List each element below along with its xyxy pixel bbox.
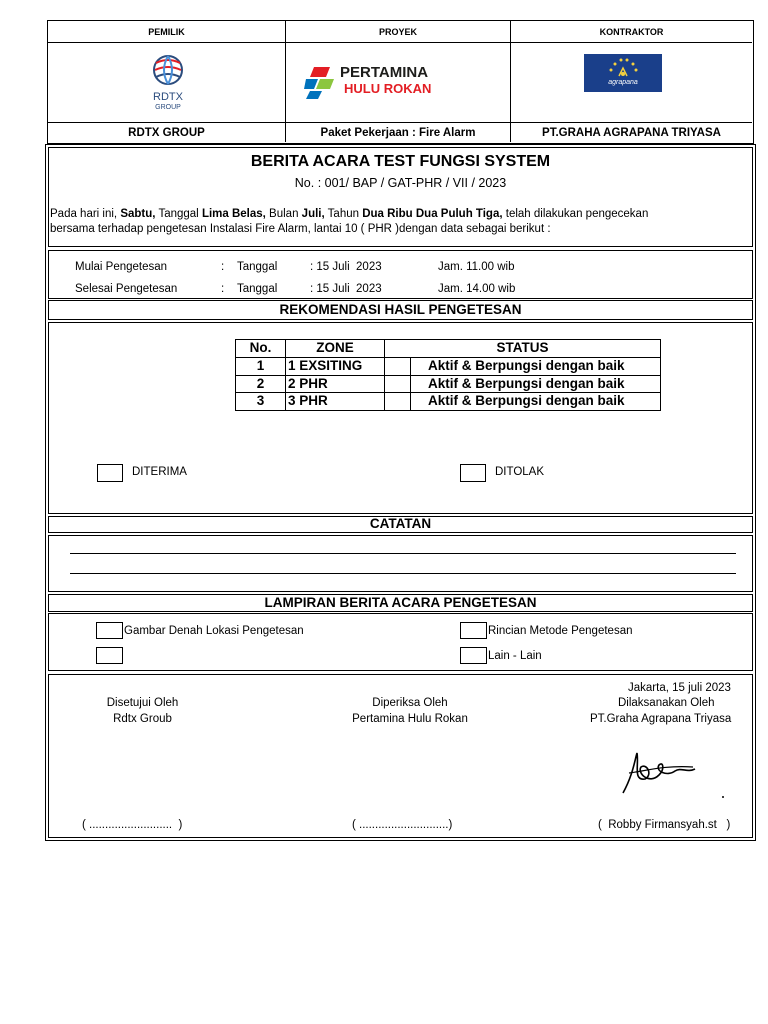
row-zone: 2 PHR (288, 376, 328, 391)
attachment-checkbox-2[interactable] (460, 622, 487, 639)
rdtx-globe-icon (148, 53, 188, 87)
intro-year: Dua Ribu Dua Puluh Tiga, (362, 208, 503, 220)
intro-month: Juli, (301, 208, 325, 220)
checked-name: ( ............................) (352, 819, 453, 831)
column-header-zone: ZONE (316, 340, 354, 355)
intro-text-b: Tanggal (155, 208, 202, 220)
start-colon: : (221, 261, 225, 273)
attachment-label-4: Lain - Lain (488, 650, 542, 662)
checked-org: Pertamina Hulu Rokan (352, 713, 468, 725)
agrapana-logo (584, 54, 662, 92)
row-status: Aktif & Berpungsi dengan baik (428, 358, 625, 373)
pertamina-mark-icon (304, 65, 336, 99)
row-zone: 3 PHR (288, 393, 328, 408)
pertamina-logo (304, 63, 494, 103)
end-tanggal: Tanggal (237, 283, 278, 295)
attachments-heading: LAMPIRAN BERITA ACARA PENGETESAN (264, 595, 537, 610)
notes-line-1 (70, 553, 736, 554)
notes-section (48, 535, 753, 592)
intro-day: Sabtu, (120, 208, 156, 220)
attachments-section (48, 613, 753, 671)
owner-name: RDTX GROUP (128, 127, 205, 139)
attachment-checkbox-3[interactable] (96, 647, 123, 664)
header-table (47, 20, 754, 144)
start-tanggal: Tanggal (237, 261, 278, 273)
rejected-checkbox[interactable] (460, 464, 486, 482)
project-label: PROYEK (378, 27, 417, 37)
column-header-status: STATUS (496, 340, 549, 355)
start-time: Jam. 11.00 wib (438, 261, 515, 273)
attachment-checkbox-4[interactable] (460, 647, 487, 664)
rdtx-logo-line1: RDTX (153, 91, 183, 103)
row-status: Aktif & Berpungsi dengan baik (428, 393, 625, 408)
agrapana-logo-text: agrapana (608, 79, 638, 86)
approved-name: ( .......................... ) (82, 819, 183, 831)
document-title: BERITA ACARA TEST FUNGSI SYSTEM (250, 153, 551, 170)
owner-label: PEMILIK (148, 27, 185, 37)
accepted-label: DITERIMA (132, 466, 187, 478)
notes-line-2 (70, 573, 736, 574)
contractor-label: KONTRAKTOR (599, 27, 664, 37)
rdtx-logo (148, 53, 188, 119)
end-label: Selesai Pengetesan (75, 283, 178, 295)
agrapana-emblem-icon (605, 56, 641, 78)
recommendation-heading: REKOMENDASI HASIL PENGETESAN (279, 302, 522, 317)
attachment-label-1: Gambar Denah Lokasi Pengetesan (124, 625, 304, 637)
intro-text-e: telah dilakukan pengecekan (502, 208, 649, 220)
attachment-label-2: Rincian Metode Pengetesan (488, 625, 633, 637)
row-no: 2 (256, 376, 265, 391)
contractor-name: PT.GRAHA AGRAPANA TRIYASA (542, 127, 721, 139)
rejected-label: DITOLAK (495, 466, 544, 478)
row-status: Aktif & Berpungsi dengan baik (428, 376, 625, 391)
attachment-checkbox-1[interactable] (96, 622, 123, 639)
pertamina-logo-line2: HULU ROKAN (344, 81, 432, 96)
checked-title: Diperiksa Oleh (372, 697, 448, 709)
notes-heading: CATATAN (369, 516, 432, 531)
column-header-no: No. (249, 340, 272, 355)
end-colon: : (221, 283, 225, 295)
accepted-checkbox[interactable] (97, 464, 123, 482)
approved-org: Rdtx Groub (113, 713, 172, 725)
project-name: Paket Pekerjaan : Fire Alarm (320, 127, 476, 139)
approved-title: Disetujui Oleh (106, 697, 179, 709)
executed-org: PT.Graha Agrapana Triyasa (590, 713, 732, 725)
intro-line-2: bersama terhadap pengetesan Instalasi Fire Alarm, lantai 10 ( PHR )dengan data sebagai berikut : (50, 223, 551, 235)
row-no: 1 (256, 358, 265, 373)
recommendation-table (235, 339, 661, 411)
rdtx-logo-line2: GROUP (155, 104, 181, 111)
intro-line-1 (50, 208, 750, 220)
place-date: Jakarta, 15 juli 2023 (628, 682, 731, 694)
signature-icon (615, 745, 725, 800)
start-date: : 15 Juli 2023 (310, 261, 382, 273)
row-zone: 1 EXSITING (288, 358, 363, 373)
intro-date: Lima Belas, (201, 208, 266, 220)
end-time: Jam. 14.00 wib (438, 283, 516, 295)
row-no: 3 (256, 393, 265, 408)
start-label: Mulai Pengetesan (75, 261, 168, 273)
intro-text-c: Bulan (265, 208, 302, 220)
document-number: No. : 001/ BAP / GAT-PHR / VII / 2023 (294, 176, 507, 190)
executed-name: ( Robby Firmansyah.st ) (598, 819, 731, 831)
end-date: : 15 Juli 2023 (310, 283, 382, 295)
executed-title: Dilaksanakan Oleh (618, 697, 715, 709)
intro-text-a: Pada hari ini, (50, 208, 121, 220)
pertamina-logo-line1: PERTAMINA (340, 64, 429, 81)
intro-text-d: Tahun (324, 208, 363, 220)
